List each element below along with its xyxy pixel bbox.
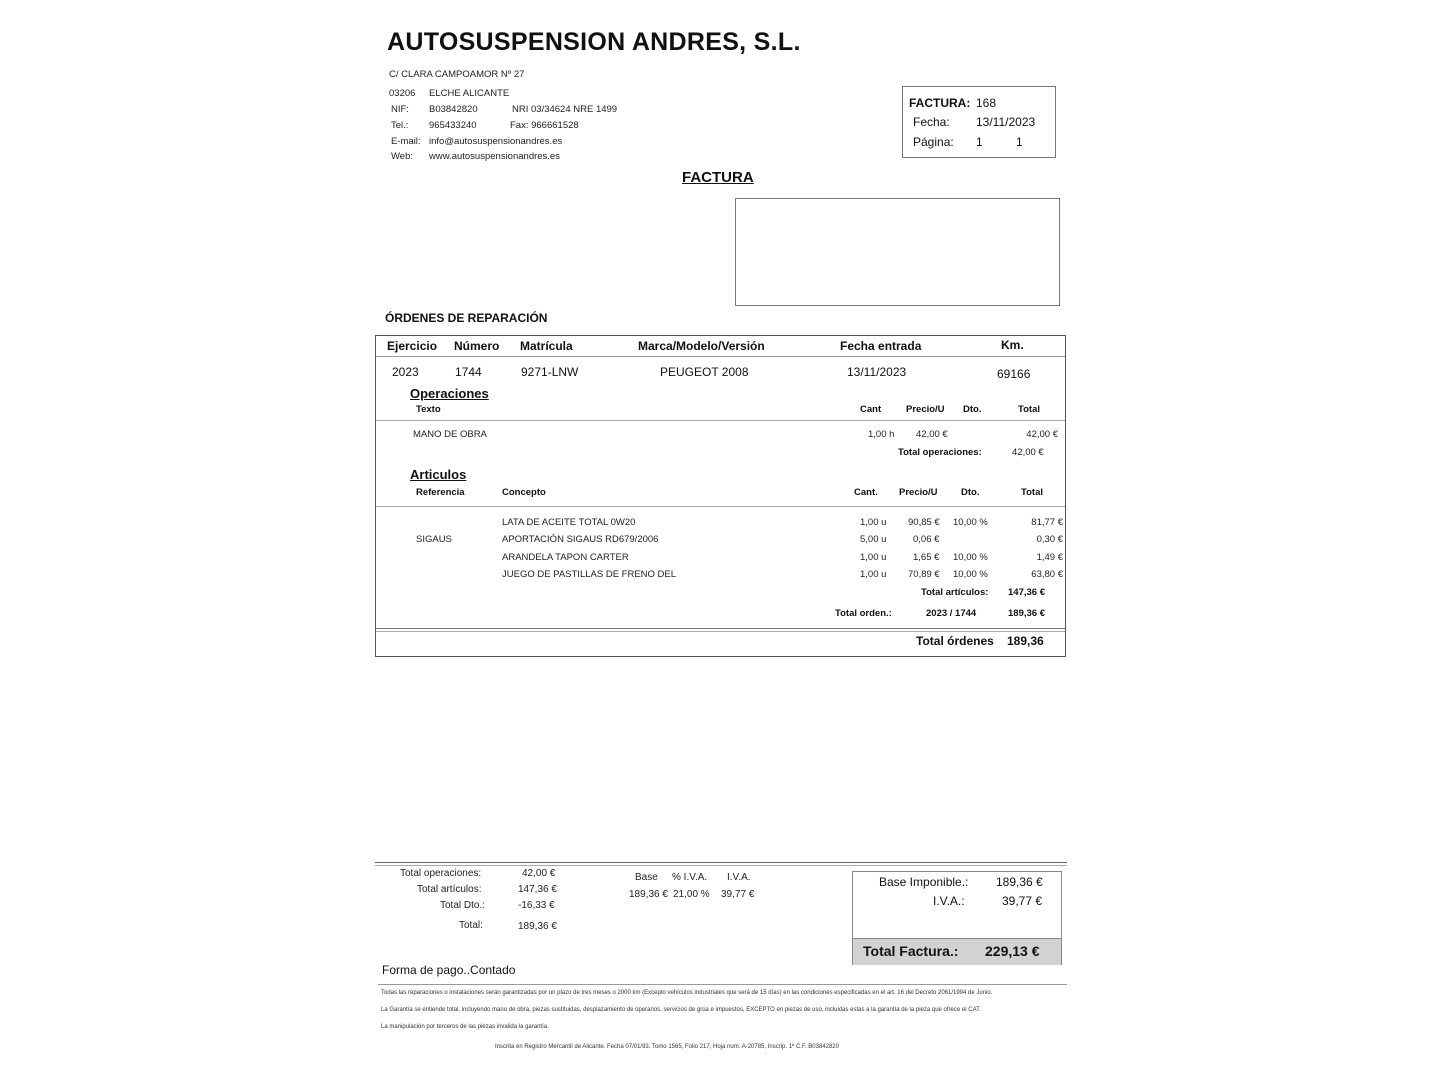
legal-paragraph-1: Todas las reparaciones o instalaciones serán garantizadas por un plazo de tres meses o 2000 km (Excepto vehículos industriales que será de 15 días) en las condiciones especificadas en el art. 16 del Decreto 2061/1994 de Junio. — [381, 990, 993, 996]
tel-label: Tel.: — [391, 120, 409, 131]
art-item-precio: 70,89 € — [908, 569, 940, 580]
document-title: FACTURA — [682, 169, 754, 186]
orders-header-divider — [376, 356, 1065, 357]
art-col-dto: Dto. — [961, 487, 980, 498]
op-item-texto: MANO DE OBRA — [413, 429, 487, 440]
art-item-concepto: JUEGO DE PASTILLAS DE FRENO DEL — [502, 569, 677, 580]
nri-value: NRI 03/34624 NRE 1499 — [512, 104, 618, 115]
op-total-label: Total operaciones: — [898, 447, 982, 458]
total-orden-label: Total orden.: — [835, 608, 892, 619]
art-item-cant: 1,00 u — [860, 569, 887, 580]
total-factura-label: Total Factura.: — [863, 943, 959, 959]
pagina-value: 1 — [976, 135, 983, 149]
art-col-cant: Cant. — [854, 487, 878, 498]
customer-address-box — [735, 198, 1060, 306]
tax-row-pct: 21,00 % — [673, 889, 710, 900]
company-postal: 03206 — [389, 88, 416, 99]
art-total-value: 147,36 € — [1008, 587, 1045, 598]
total-ordenes-label: Total órdenes — [916, 634, 994, 648]
legal-paragraph-3: La manipulación por terceros de las piezas invalida la garantía. — [381, 1024, 549, 1030]
op-item-total: 42,00 € — [1026, 429, 1058, 440]
row-ejercicio: 2023 — [392, 365, 419, 379]
op-col-texto: Texto — [416, 404, 441, 415]
op-item-cant: 1,00 h — [868, 429, 895, 440]
art-header-divider — [376, 506, 1065, 507]
col-km: Km. — [1001, 338, 1024, 352]
forma-pago: Forma de pago..Contado — [382, 963, 516, 977]
art-item-cant: 1,00 u — [860, 552, 887, 563]
tel-value: 965433240 — [429, 120, 477, 131]
summary-divider-2 — [375, 865, 1067, 866]
tax-row-base: 189,36 € — [629, 889, 668, 900]
base-imponible-value: 189,36 € — [996, 875, 1043, 889]
articulos-title: Articulos — [410, 467, 467, 482]
invoice-number: 168 — [976, 96, 997, 110]
col-fecha-entrada: Fecha entrada — [840, 339, 922, 353]
art-item-concepto: APORTACIÓN SIGAUS RD679/2006 — [502, 534, 659, 545]
col-matricula: Matrícula — [520, 339, 573, 353]
web-label: Web: — [391, 151, 414, 162]
art-item-precio: 90,85 € — [908, 517, 940, 528]
pagina-label: Página: — [913, 135, 954, 149]
orders-total-divider-1 — [376, 628, 1065, 629]
orders-total-divider-2 — [376, 631, 1065, 632]
op-header-divider — [376, 420, 1065, 421]
art-item-dto: 10,00 % — [953, 552, 988, 563]
op-col-dto: Dto. — [963, 404, 982, 415]
company-name: AUTOSUSPENSION ANDRES, S.L. — [387, 28, 801, 56]
legal-paragraph-2: La Garantía se entiende total, incluyendo mano de obra, piezas sustituidas, desplazamiento de operarios, servicios de grúa e impuestos, EXCEPTO en piezas de uso, incluidas estas a la garantía de la pieza que ofrece el CAT. — [381, 1007, 981, 1013]
col-marca: Marca/Modelo/Versión — [638, 339, 765, 353]
fecha-value: 13/11/2023 — [976, 115, 1036, 129]
sum-arts-label: Total artículos: — [417, 884, 482, 895]
op-col-total: Total — [1018, 404, 1040, 415]
art-total-label: Total artículos: — [921, 587, 989, 598]
total-factura-value: 229,13 € — [985, 943, 1040, 959]
tax-col-iva: I.V.A. — [727, 872, 751, 883]
art-item-precio: 1,65 € — [913, 552, 940, 563]
art-item-concepto: LATA DE ACEITE TOTAL 0W20 — [502, 517, 636, 528]
tax-row-iva: 39,77 € — [721, 889, 755, 900]
summary-divider-1 — [375, 862, 1067, 863]
art-item-precio: 0,06 € — [913, 534, 940, 545]
art-item-total: 1,49 € — [1036, 552, 1063, 563]
art-item-total: 0,30 € — [1036, 534, 1063, 545]
orders-section-title: ÓRDENES DE REPARACIÓN — [385, 311, 548, 325]
legal-divider — [378, 984, 1067, 985]
total-ordenes-value: 189,36 — [1007, 634, 1044, 648]
email-value: info@autosuspensionandres.es — [429, 136, 563, 147]
total-orden-value: 189,36 € — [1008, 608, 1045, 619]
col-ejercicio: Ejercicio — [387, 339, 438, 353]
company-city: ELCHE ALICANTE — [429, 88, 510, 99]
op-col-cant: Cant — [860, 404, 882, 415]
tax-col-base: Base — [635, 872, 658, 883]
web-value: www.autosuspensionandres.es — [429, 151, 560, 162]
fax-value: Fax: 966661528 — [510, 120, 579, 131]
art-item-total: 63,80 € — [1031, 569, 1063, 580]
invoice-label: FACTURA: — [909, 96, 971, 110]
col-numero: Número — [454, 339, 500, 353]
art-col-referencia: Referencia — [416, 487, 465, 498]
company-street: C/ CLARA CAMPOAMOR Nº 27 — [389, 69, 525, 80]
art-item-cant: 5,00 u — [860, 534, 887, 545]
sum-total-value: 189,36 € — [518, 921, 557, 932]
row-matricula: 9271-LNW — [521, 365, 579, 379]
art-item-cant: 1,00 u — [860, 517, 887, 528]
art-col-concepto: Concepto — [502, 487, 546, 498]
op-col-precio: Precio/U — [906, 404, 945, 415]
art-item-concepto: ARANDELA TAPON CARTER — [502, 552, 629, 563]
row-numero: 1744 — [455, 365, 482, 379]
operaciones-title: Operaciones — [410, 386, 489, 401]
sum-dto-label: Total Dto.: — [440, 900, 486, 911]
op-total-value: 42,00 € — [1012, 447, 1044, 458]
iva-label: I.V.A.: — [933, 894, 965, 908]
nif-value: B03842820 — [429, 104, 478, 115]
art-item-dto: 10,00 % — [953, 569, 988, 580]
fecha-label: Fecha: — [913, 115, 950, 129]
art-item-total: 81,77 € — [1031, 517, 1063, 528]
row-fecha: 13/11/2023 — [847, 365, 907, 379]
pagina-total: 1 — [1016, 135, 1023, 149]
registro-mercantil: Inscrita en Registro Mercantil de Alicante. Fecha 07/01/93. Tomo 1565, Folio 217, Hoja num. A-20785, Inscrip. 1ª C.F. B03842820 — [495, 1044, 839, 1050]
sum-ops-label: Total operaciones: — [400, 868, 482, 879]
art-item-ref: SIGAUS — [416, 534, 452, 545]
art-item-dto: 10,00 % — [953, 517, 988, 528]
iva-value: 39,77 € — [1002, 894, 1043, 908]
base-imponible-label: Base Imponible.: — [879, 875, 969, 889]
sum-ops-value: 42,00 € — [522, 868, 556, 879]
sum-total-label: Total: — [459, 920, 483, 931]
art-col-total: Total — [1021, 487, 1043, 498]
art-col-precio: Precio/U — [899, 487, 938, 498]
nif-label: NIF: — [391, 104, 409, 115]
sum-arts-value: 147,36 € — [518, 884, 557, 895]
op-item-precio: 42,00 € — [916, 429, 948, 440]
tax-col-pct: % I.V.A. — [672, 872, 708, 883]
row-marca: PEUGEOT 2008 — [660, 365, 749, 379]
sum-dto-value: -16,33 € — [518, 900, 555, 911]
total-orden-ref: 2023 / 1744 — [926, 608, 977, 619]
row-km: 69166 — [997, 367, 1031, 381]
email-label: E-mail: — [391, 136, 421, 147]
